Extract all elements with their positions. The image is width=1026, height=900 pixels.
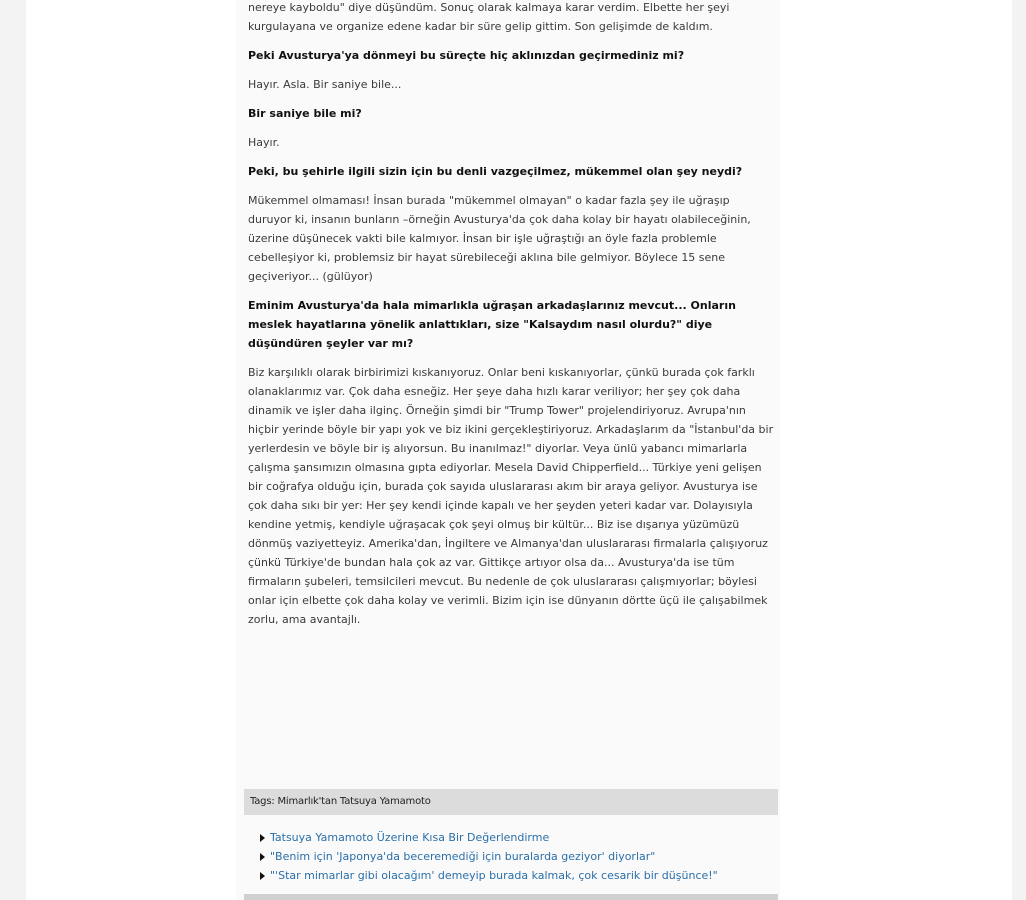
related-link-item	[260, 828, 780, 847]
tags-label: Tags: Mimarlık'tan Tatsuya Yamamoto	[250, 796, 431, 807]
article-paragraph: nereye kayboldu" diye düşündüm. Sonuç olarak kalmaya karar verdim. Elbette her şeyi kurgulayana ve organize edene kadar bir süre gelip gittim. Son gelişimde de kaldım.	[248, 1, 730, 33]
interview-question: Eminim Avusturya'da hala mimarlıkla uğraşan arkadaşlarınız mevcut... Onların meslek hayatlarına yönelik anlattıkları, size "Kalsaydım nasıl olurdu?" diye düşündüren şeyler var mı?	[248, 299, 736, 350]
related-link[interactable]: "'Star mimarlar gibi olacağım' demeyip burada kalmak, çok cesarik bir düşünce!"	[270, 869, 718, 882]
footer-divider	[244, 894, 778, 900]
bullet-arrow-icon	[260, 834, 265, 842]
interview-answer: Biz karşılıklı olarak birbirimizi kıskanıyoruz. Onlar beni kıskanıyorlar, çünkü burada çok farklı olanaklarımız var. Çok daha esneğiz. Her şeye daha hızlı karar veriliyor; her şey çok daha dinamik ve işler daha ilginç. Örneğin şimdi bir "Trump Tower" projelendiriyoruz. Avrupa'nın hiçbir yerinde böyle bir yapı yok ve biz ikini gerçekleştiriyoruz. Arkadaşlarım da "İstanbul'da bir yerlerdesin ve böyle bir iş alıyorsun. Bu inanılmaz!" diyorlar. Veya ünlü yabancı mimarlarla çalışma şansımızın olmasına gıpta ediyorlar. Mesela David Chipperfield... Türkiye yeni gelişen bir coğrafya olduğu için, burada çok sayıda uluslararası akım bir araya geliyor. Avusturya ise çok daha sıkı bir yer: Her şey kendi içinde kapalı ve her şeyden yeteri kadar var. Dolayısıyla kendine yetmiş, kendiyle uğraşacak çok şeyi olmuş bir kültür... Biz ise dışarıya yüzümüzü dönmüş vaziyetteyiz. Amerika'dan, İngiltere ve Almanya'dan uluslararası firmalarla çalışıyoruz çünkü Türkiye'de bundan hala çok az var. Gittikçe artıyor olsa da... Avusturya'da ise tüm firmaların şubeleri, temsilcileri mevcut. Bu nedenle de çok uluslararası çalışmıyorlar; böylesi onlar için elbette çok daha kolay ve verimli. Bizim için ise dünyanın dörtte üçü ile çalışabilmek zorlu, ama avantajlı.	[248, 366, 774, 626]
bullet-arrow-icon	[260, 853, 265, 861]
related-link[interactable]: Tatsuya Yamamoto Üzerine Kısa Bir Değerlendirme	[270, 831, 550, 844]
related-link-item	[260, 847, 780, 866]
interview-question: Peki Avusturya'ya dönmeyi bu süreçte hiç aklınızdan geçirmediniz mi?	[248, 49, 685, 62]
bullet-arrow-icon	[260, 872, 265, 880]
interview-article	[248, 0, 774, 635]
interview-question: Peki, bu şehirle ilgili sizin için bu denli vazgeçilmez, mükemmel olan şey neydi?	[248, 165, 743, 178]
interview-answer: Mükemmel olmaması! İnsan burada "mükemmel olmayan" o kadar fazla şey ile uğraşıp duruyor ki, insanın bunların –örneğin Avusturya'da çok daha kolay bir hayatı olabileceğinin, üzerine düşünecek vakti bile kalmıyor. İnsan bir işle uğraştığı an öyle fazla problemle cebelleşiyor ki, problemsiz bir hayat sürebileceği aklına bile gelmiyor. Böylece 15 sene geçiveriyor... (gülüyor)	[248, 194, 751, 283]
related-link[interactable]: "Benim için 'Japonya'da beceremediği için buralarda geziyor' diyorlar"	[270, 850, 656, 863]
tags-bar	[244, 789, 778, 815]
interview-answer: Hayır. Asla. Bir saniye bile...	[248, 78, 402, 91]
related-links-list	[260, 828, 780, 885]
interview-question: Bir saniye bile mi?	[248, 107, 362, 120]
interview-answer: Hayır.	[248, 136, 280, 149]
related-link-item	[260, 866, 780, 885]
